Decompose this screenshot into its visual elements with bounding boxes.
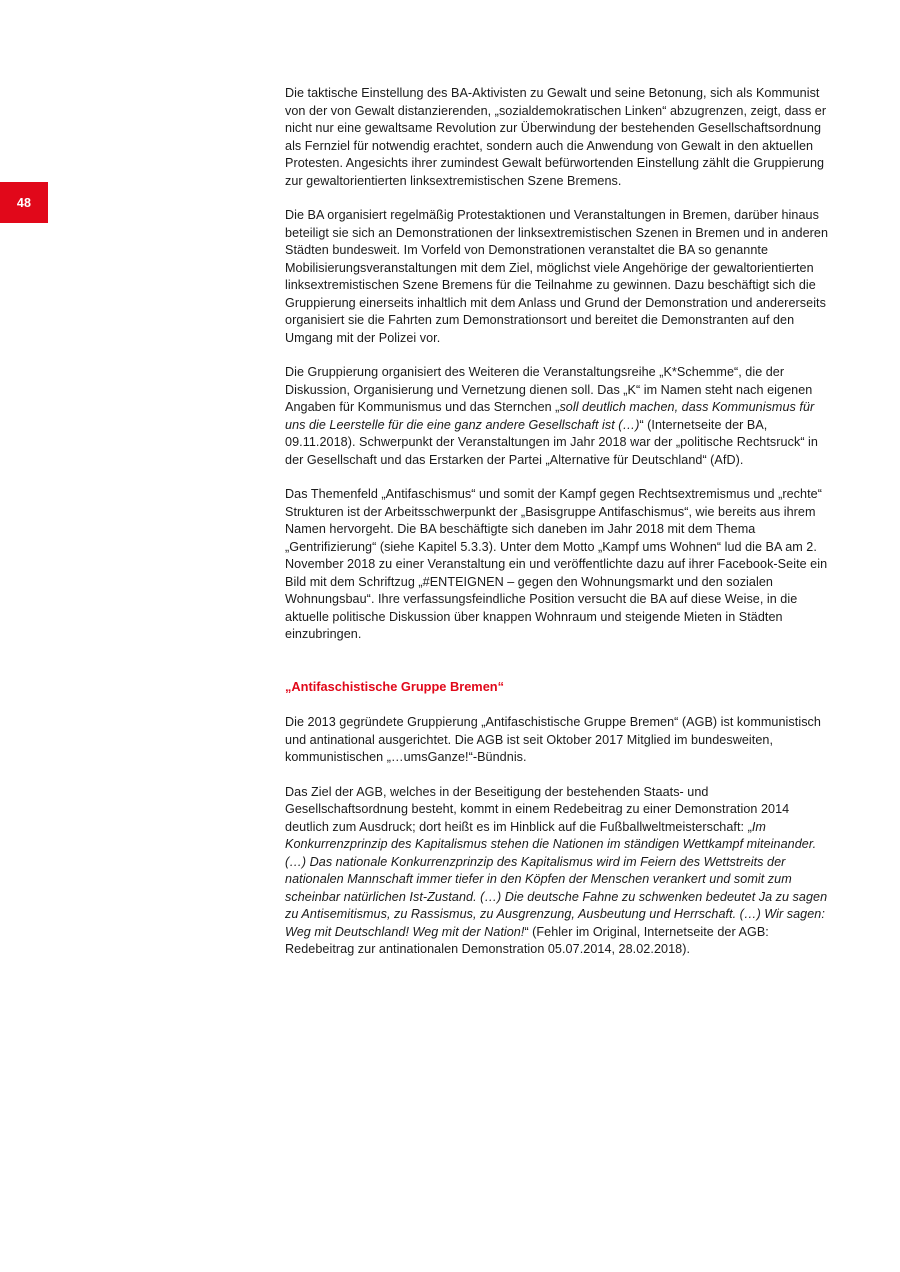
paragraph-1: [285, 85, 831, 190]
paragraph-4: [285, 486, 831, 644]
paragraph-2: [285, 207, 831, 347]
page-number-label: 48: [16, 195, 32, 210]
paragraph-6: [285, 784, 831, 959]
text-run: “ (Fehler im Original, Internetseite der AGB: Redebeitrag zur antinationalen Demonstration 05.07.2014, 28.02.2018).: [285, 924, 769, 956]
text-run: Die taktische Einstellung des BA-Aktivisten zu Gewalt und seine Betonung, sich als Kommunist von der von Gewalt distanzierenden, „sozialdemokratischen Linken“ abzugrenzen, zeigt, dass er nicht nur eine gewaltsame Revolution zur Überwindung der bestehenden Gesellschaftsordnung als Fernziel für notwendig erachtet, sondern auch die Anwendung von Gewalt in den aktuellen Protesten. Angesichts ihrer zumindest Gewalt befürwortenden Einstellung zählt die Gruppierung zur gewaltorientierten linksextremistischen Szene Bremens.: [285, 86, 827, 188]
page-number-tab: [0, 182, 48, 223]
italic-quote-run: Im Konkurrenzprinzip des Kapitalismus stehen die Nationen im ständigen Wettkampf miteinander. (…) Das nationale Konkurrenzprinzip des Kapitalismus wird im Feiern des Wettstreits der nationalen Mannschaft immer tiefer in den Köpfen der Menschen verankert und somit zum scheinbar natürlichen Ist-Zustand. (…) Die deutsche Fahne zu schwenken bedeutet Ja zu sagen zu Antisemitismus, zu Rassismus, zu Ausgrenzung, Ausbeutung und Herrschaft. (…) Wir sagen: Weg mit Deutschland! Weg mit der Nation!: [285, 819, 828, 939]
italic-quote-run: soll deutlich machen, dass Kommunismus für uns die Leerstelle für die eine ganz andere Gesellschaft ist (…): [285, 400, 815, 432]
text-run: Das Ziel der AGB, welches in der Beseitigung der bestehenden Staats- und Gesellschaftsordnung besteht, kommt in einem Redebeitrag zu einer Demonstration 2014 deutlich zum Ausdruck; dort heißt es im Hinblick auf die Fußballweltmeisterschaft: „: [285, 784, 790, 834]
paragraph-5: [285, 714, 831, 767]
heading-spacer: [285, 661, 831, 678]
page-content: [285, 85, 831, 976]
text-run: Das Themenfeld „Antifaschismus“ und somit der Kampf gegen Rechtsextremismus und „rechte“ Strukturen ist der Arbeitsschwerpunkt der „Basisgruppe Antifaschismus“, wie bereits aus ihrem Namen hervorgeht. Die BA beschäftigte sich daneben im Jahr 2018 mit dem Thema „Gentrifizierung“ (siehe Kapitel 5.3.3). Unter dem Motto „Kampf ums Wohnen“ lud die BA am 2. November 2018 zu einer Veranstaltung ein und veröffentlichte dazu auf ihrer Facebook-Seite ein Bild mit dem Schriftzug „#ENTEIGNEN – gegen den Wohnungsmarkt und den sozialen Wohnungsbau“. Ihre verfassungsfeindliche Position versucht die BA auf diese Weise, in die aktuelle politische Diskussion über knappen Wohnraum und steigende Mieten in Städten einzubringen.: [285, 487, 828, 641]
section-heading-antifaschistische-gruppe-bremen: „Antifaschistische Gruppe Bremen“: [285, 678, 505, 694]
text-run: “ (Internetseite der BA, 09.11.2018). Schwerpunkt der Veranstaltungen im Jahr 2018 war der „politische Rechtsruck“ in der Gesellschaft und das Erstarken der Partei „Alternative für Deutschland“ (AfD).: [285, 417, 818, 467]
text-run: Die 2013 gegründete Gruppierung „Antifaschistische Gruppe Bremen“ (AGB) ist kommunistisch und antinational ausgerichtet. Die AGB ist seit Oktober 2017 Mitglied im bundesweiten, kommunistischen „…umsGanze!“-Bündnis.: [285, 715, 821, 764]
text-run: Die Gruppierung organisiert des Weiteren die Veranstaltungsreihe „K*Schemme“, die der Diskussion, Organisierung und Vernetzung dienen soll. Das „K“ im Namen steht nach eigenen Angaben für Kommunismus und das Sternchen „: [285, 365, 813, 414]
text-run: Die BA organisiert regelmäßig Protestaktionen und Veranstaltungen in Bremen, darüber hinaus beteiligt sie sich an Demonstrationen der linksextremistischen Szenen in Bremen und in anderen Städten bundesweit. Im Vorfeld von Demonstrationen veranstaltet die BA so genannte Mobilisierungsveranstaltungen mit dem Ziel, möglichst viele Angehörige der gewaltorientierten linksextremistischen Szene Bremens für die Teilnahme zu gewinnen. Dazu beschäftigt sich die Gruppierung einerseits inhaltlich mit dem Anlass und Grund der Demonstration und andererseits organisiert sie die Fahrten zum Demonstrationsort und bereitet die Demonstranten auf den Umgang mit der Polizei vor.: [285, 208, 829, 345]
paragraph-3: [285, 364, 831, 469]
